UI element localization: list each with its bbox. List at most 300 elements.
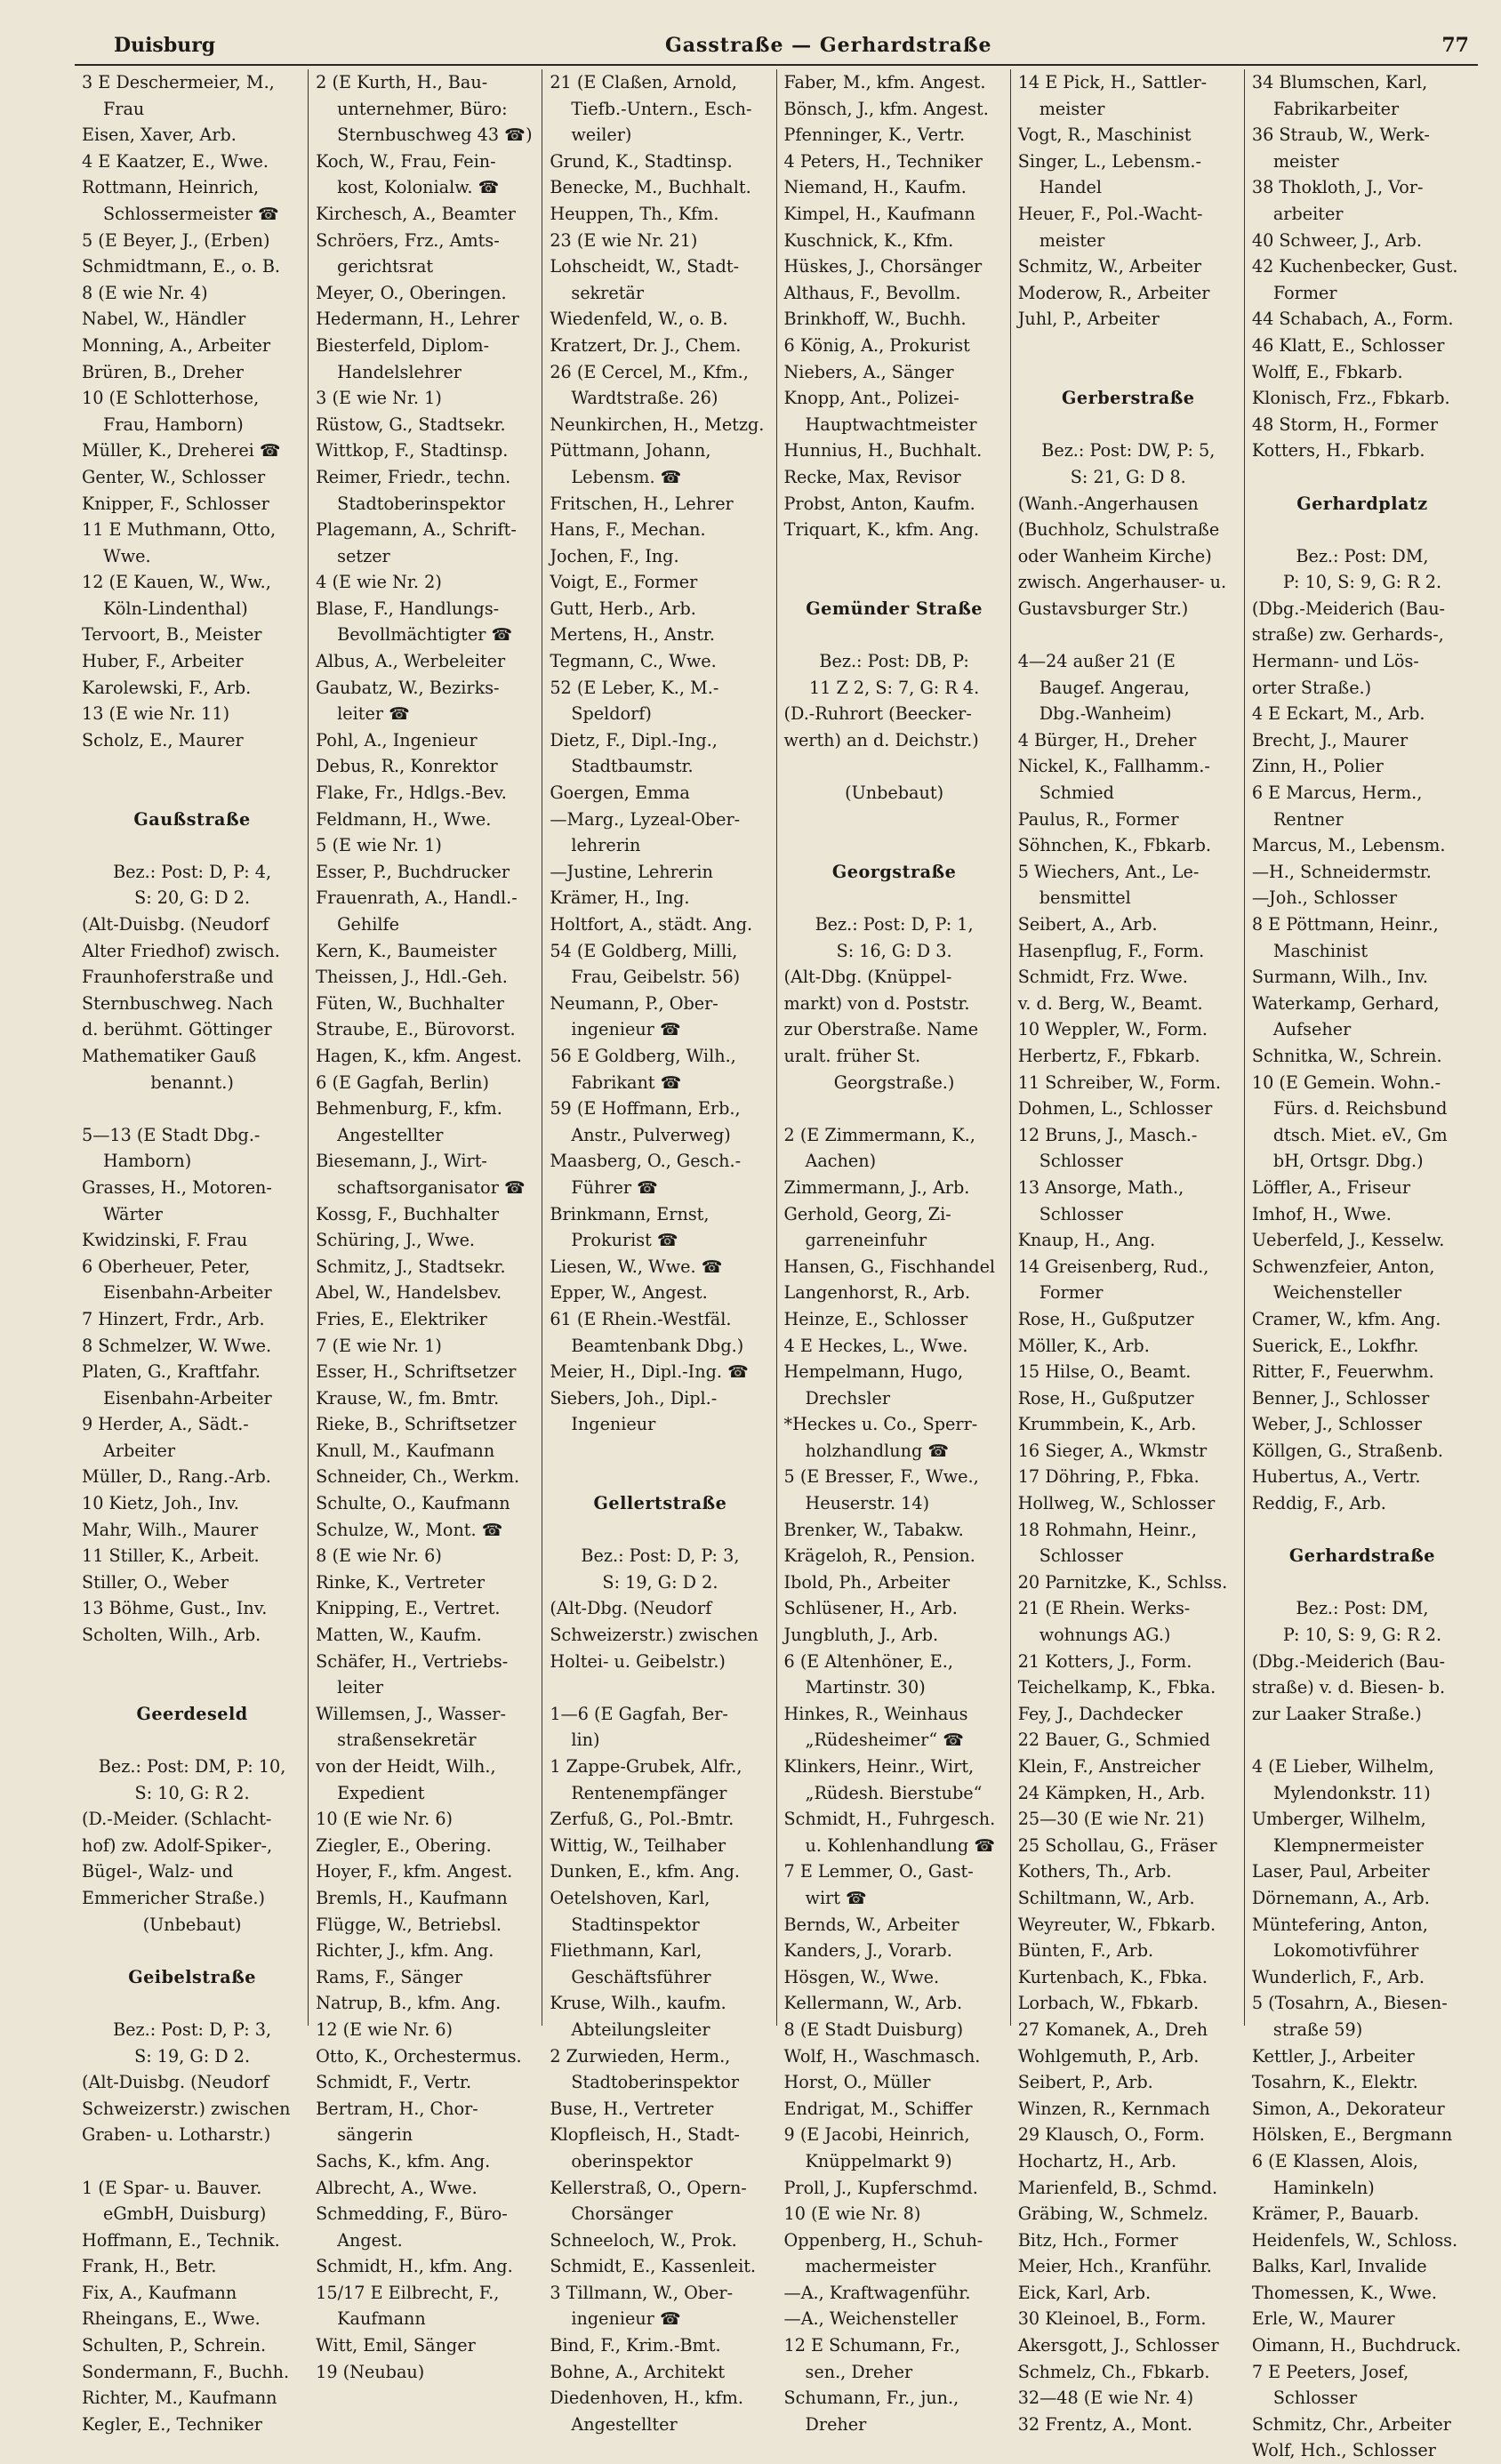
directory-line: Hansen, G., Fischhandel [783, 1256, 996, 1277]
directory-line: Matten, W., Kaufm. [316, 1625, 482, 1646]
directory-line: Hauptwachtmeister [805, 413, 977, 435]
directory-line: 6 (E Altenhöner, E., [783, 1650, 953, 1672]
directory-line: Fliethmann, Karl, [550, 1940, 702, 1962]
directory-line: Former [1272, 282, 1337, 303]
column-1 [75, 69, 309, 2435]
directory-line: Angestellter [337, 1124, 444, 1145]
directory-line: Krause, W., fm. Bmtr. [316, 1387, 500, 1409]
directory-line: meister [1039, 229, 1105, 251]
directory-line: (Alt-Dbg. (Neudorf [550, 1598, 712, 1619]
spacer [784, 807, 1005, 833]
directory-line: 4 Bürger, H., Dreher [1017, 729, 1197, 750]
directory-line: Singer, L., Lebensm.- [1017, 150, 1201, 172]
directory-line: Kuschnick, K., Kfm. [783, 229, 954, 251]
directory-line: 2 (E Kurth, H., Bau- [316, 72, 488, 92]
directory-line: Knull, M., Kaufmann [316, 1440, 495, 1461]
directory-line: Wunderlich, F., Arb. [1251, 1966, 1425, 1987]
spacer [82, 1649, 302, 1675]
directory-line: Bez.: Post: D, P: 1, [815, 914, 974, 935]
spacer [784, 832, 1005, 859]
directory-line: Krummbein, K., Arb. [1017, 1414, 1197, 1435]
directory-line: Bez.: Post: DM, [1296, 1598, 1429, 1619]
directory-line: 46 Klatt, E., Schlosser [1251, 334, 1445, 356]
directory-line: Frank, H., Betr. [82, 2256, 217, 2277]
directory-line: S: 21, G: D 8. [1070, 466, 1186, 487]
directory-line: 5 (E Beyer, J., (Erben) [82, 229, 270, 251]
directory-line: Heinze, E., Schlosser [783, 1308, 968, 1329]
directory-line: Hasenpflug, F., Form. [1017, 940, 1205, 961]
directory-line: Gaubatz, W., Bezirks- [316, 677, 500, 698]
directory-line: Lohscheidt, W., Stadt- [550, 256, 740, 277]
spacer [784, 885, 1005, 911]
directory-line: Kurtenbach, K., Fbka. [1017, 1966, 1208, 1987]
directory-line: Krämer, H., Ing. [550, 887, 690, 909]
spacer [82, 832, 302, 859]
directory-line: Lokomotivführer [1272, 1940, 1419, 1962]
directory-line: Kothers, Th., Arb. [1017, 1861, 1172, 1882]
directory-line: Holtei- u. Geibelstr.) [550, 1650, 726, 1672]
directory-line: 1—6 (E Gagfah, Ber- [550, 1703, 728, 1724]
directory-line: 7 E Peeters, Josef, [1251, 2361, 1409, 2382]
directory-line: 4 Peters, H., Techniker [783, 150, 983, 172]
directory-line: 5 (E wie Nr. 1) [316, 835, 442, 856]
directory-line: Straube, E., Bürovorst. [316, 1019, 516, 1040]
directory-line: Dohmen, L., Schlosser [1017, 1098, 1213, 1120]
directory-line: Huber, F., Arbeiter [82, 651, 244, 672]
directory-line: v. d. Berg, W., Beamt. [1017, 992, 1203, 1014]
directory-line: —Joh., Schlosser [1251, 887, 1398, 909]
directory-line: Schlossermeister ☎ [103, 203, 279, 224]
directory-line: Bevollmächtigter ☎ [337, 624, 513, 646]
directory-line: Behmenburg, F., kfm. [316, 1098, 502, 1120]
directory-line: Kossg, F., Buchhalter [316, 1203, 500, 1224]
directory-line: Geschäftsführer [571, 1966, 711, 1987]
directory-line: 7 E Lemmer, O., Gast- [783, 1861, 974, 1882]
directory-line: 11 Schreiber, W., Form. [1017, 1071, 1221, 1093]
spacer [82, 1727, 302, 1754]
directory-line: Hoffmann, E., Technik. [82, 2229, 280, 2251]
directory-line: 13 Böhme, Gust., Inv. [82, 1598, 268, 1619]
directory-line: Tervoort, B., Meister [82, 624, 262, 646]
directory-line: Erle, W., Maurer [1251, 2308, 1395, 2330]
directory-line: Fraunhoferstraße und [82, 967, 274, 988]
directory-line: Holtfort, A., städt. Ang. [550, 914, 753, 935]
directory-line: Ingenieur [571, 1414, 656, 1435]
directory-line: Sternbuschweg. Nach [82, 992, 273, 1014]
directory-line: hof) zw. Adolf-Spiker-, [82, 1834, 273, 1856]
directory-line: —H., Schneidermstr. [1251, 861, 1432, 882]
directory-line: Georgstraße.) [833, 1071, 955, 1093]
directory-line: Althaus, F., Bevollm. [783, 282, 961, 303]
column-2 [309, 69, 542, 2382]
directory-line: Frau, Hamborn) [103, 413, 244, 435]
directory-line: Köllgen, G., Straßenb. [1251, 1440, 1444, 1461]
directory-line: Schüring, J., Wwe. [316, 1230, 476, 1251]
directory-line: Prokurist ☎ [571, 1230, 678, 1251]
directory-line: Schiltmann, W., Arb. [1017, 1887, 1195, 1908]
directory-line: Waterkamp, Gerhard, [1251, 992, 1440, 1014]
directory-line: Rinke, K., Vertreter [316, 1571, 486, 1593]
directory-line: Schlosser [1039, 1203, 1123, 1224]
directory-line: 56 E Goldberg, Wilh., [550, 1045, 736, 1066]
directory-line: 11 Z 2, S: 7, G: R 4. [808, 677, 980, 698]
directory-line: Hamborn) [103, 1151, 192, 1172]
directory-line: Grund, K., Stadtinsp. [550, 150, 733, 172]
directory-line: setzer [337, 545, 390, 566]
directory-line: Fabrikarbeiter [1272, 98, 1400, 119]
directory-line: Blase, F., Handlungs- [316, 598, 500, 619]
directory-line: Löffler, A., Friseur [1251, 1176, 1411, 1198]
directory-line: Bünten, F., Arb. [1017, 1940, 1154, 1962]
directory-line: Schwenzfeier, Anton, [1251, 1256, 1435, 1277]
spacer [1018, 622, 1239, 648]
directory-line: 21 Kotters, J., Form. [1017, 1650, 1192, 1672]
directory-line: Recke, Max, Revisor [783, 466, 961, 487]
directory-line: bH, Ortsgr. Dbg.) [1272, 1151, 1424, 1172]
directory-line: Oppenberg, H., Schuh- [783, 2229, 983, 2251]
directory-line: Zerfuß, G., Pol.-Bmtr. [550, 1809, 734, 1830]
directory-line: Schmidt, F., Vertr. [316, 2072, 472, 2093]
directory-line: Wolf, H., Waschmasch. [783, 2045, 981, 2067]
directory-columns [75, 69, 1478, 2461]
directory-line: Handel [1039, 177, 1102, 198]
directory-line: 26 (E Cercel, M., Kfm., [550, 361, 749, 382]
directory-line: 10 (E Schlotterhose, [82, 388, 260, 409]
directory-line: Pohl, A., Ingenieur [316, 729, 478, 750]
directory-line: Rottmann, Heinrich, [82, 177, 260, 198]
spacer [550, 1517, 770, 1544]
directory-line: gerichtsrat [337, 256, 434, 277]
directory-line: Heuer, F., Pol.-Wacht- [1017, 203, 1203, 224]
directory-line: (Unbebaut) [142, 1914, 242, 1935]
directory-line: Führer ☎ [571, 1176, 659, 1198]
header-street-range: Gasstraße — Gerhardstraße [664, 34, 992, 57]
street-heading: Gellertstraße [593, 1493, 727, 1514]
directory-line: d. berühmt. Göttinger [82, 1019, 272, 1040]
directory-line: Püttmann, Johann, [550, 440, 711, 461]
directory-line: Fabrikant ☎ [571, 1071, 682, 1093]
directory-line: 3 Tillmann, W., Ober- [550, 2282, 734, 2303]
spacer [1252, 1517, 1473, 1544]
directory-line: ingenieur ☎ [571, 1019, 681, 1040]
directory-line: dtsch. Miet. eV., Gm [1272, 1124, 1448, 1145]
directory-line: Hinkes, R., Weinhaus [783, 1703, 968, 1724]
directory-line: leiter ☎ [337, 703, 411, 725]
directory-line: Eisenbahn-Arbeiter [103, 1282, 272, 1304]
directory-line: Möller, K., Arb. [1017, 1335, 1150, 1356]
directory-line: Klonisch, Frz., Fbkarb. [1251, 388, 1450, 409]
directory-line: 4 E Kaatzer, E., Wwe. [82, 150, 269, 172]
directory-line: 5 (Tosahrn, A., Biesen- [1251, 1993, 1448, 2014]
street-heading: Gaußstraße [133, 808, 251, 830]
directory-line: Gutt, Herb., Arb. [550, 598, 696, 619]
directory-line: Umberger, Wilhelm, [1251, 1809, 1426, 1830]
directory-line: schaftsorganisator ☎ [337, 1176, 526, 1198]
directory-line: Wärter [103, 1203, 163, 1224]
directory-line: Mathematiker Gauß [82, 1045, 257, 1066]
directory-line: Zinn, H., Polier [1251, 756, 1384, 777]
directory-line: Schulten, P., Schrein. [82, 2335, 267, 2356]
directory-line: Martinstr. 30) [805, 1677, 926, 1698]
directory-line: Grasses, H., Motoren- [82, 1176, 272, 1198]
directory-line: 10 Weppler, W., Form. [1017, 1019, 1208, 1040]
directory-line: Eisen, Xaver, Arb. [82, 124, 237, 146]
spacer [82, 1096, 302, 1122]
directory-line: Hösgen, W., Wwe. [783, 1966, 940, 1987]
directory-line: Frau [103, 98, 145, 119]
column-5 [1011, 69, 1245, 2435]
directory-line: Ibold, Ph., Arbeiter [783, 1571, 951, 1593]
directory-line: Schlosser [1272, 2388, 1358, 2409]
directory-line: 21 (E Rhein. Werks- [1017, 1598, 1191, 1619]
directory-line: (D.-Ruhrort (Beecker- [783, 703, 972, 725]
directory-line: 13 (E wie Nr. 11) [82, 703, 230, 725]
directory-line: Bernds, W., Arbeiter [783, 1914, 959, 1935]
directory-line: Kern, K., Baumeister [316, 940, 497, 961]
directory-line: u. Kohlenhandlung ☎ [805, 1834, 996, 1856]
directory-line: wirt ☎ [805, 1887, 867, 1908]
spacer [1018, 412, 1239, 438]
directory-line: leiter [337, 1677, 384, 1698]
directory-line: Plagemann, A., Schrift- [316, 519, 517, 541]
directory-line: Müller, D., Rang.-Arb. [82, 1466, 271, 1488]
directory-line: Fries, E., Elektriker [316, 1308, 487, 1329]
directory-line: 13 Ansorge, Math., [1017, 1176, 1184, 1198]
directory-line: Bez.: Post: DB, P: [819, 651, 969, 672]
directory-line: Flügge, W., Betriebsl. [316, 1914, 502, 1935]
directory-line: 54 (E Goldberg, Milli, [550, 940, 738, 961]
directory-line: Kirchesch, A., Beamter [316, 203, 516, 224]
spacer [82, 1990, 302, 2017]
directory-line: Bind, F., Krim.-Bmt. [550, 2335, 721, 2356]
directory-line: Liesen, W., Wwe. ☎ [550, 1256, 723, 1277]
directory-line: kost, Kolonialw. ☎ [337, 177, 500, 198]
directory-line: Schneider, Ch., Werkm. [316, 1466, 520, 1488]
directory-line: 48 Storm, H., Former [1251, 413, 1439, 435]
directory-line: Dreher [805, 2413, 867, 2435]
directory-line: Wohlgemuth, P., Arb. [1017, 2045, 1200, 2067]
directory-line: Hermann- und Lös- [1251, 651, 1419, 672]
directory-line: sen., Dreher [805, 2361, 913, 2382]
directory-line: Langenhorst, R., Arb. [783, 1282, 971, 1304]
directory-line: Schumann, Fr., jun., [783, 2388, 959, 2409]
directory-line: 8 (E wie Nr. 4) [82, 282, 208, 303]
directory-line: Bez.: Post: DM, P: 10, [98, 1756, 286, 1777]
directory-line: Buse, H., Vertreter [550, 2098, 714, 2119]
directory-line: Graben- u. Lotharstr.) [82, 2124, 271, 2146]
directory-line: 42 Kuchenbecker, Gust. [1251, 256, 1458, 277]
directory-line: 29 Klausch, O., Form. [1017, 2124, 1205, 2146]
spacer [1018, 333, 1239, 359]
directory-line: 32—48 (E wie Nr. 4) [1017, 2388, 1194, 2409]
directory-line: Schlosser [1039, 1545, 1123, 1567]
directory-line: 20 Parnitzke, K., Schlss. [1017, 1571, 1228, 1593]
directory-line: 11 E Muthmann, Otto, [82, 519, 277, 541]
spacer [82, 753, 302, 780]
directory-line: Probst, Anton, Kaufm. [783, 493, 975, 514]
directory-line: Tiefb.-Untern., Esch- [571, 98, 752, 119]
directory-line: Schmidt, H., kfm. Ang. [316, 2256, 513, 2277]
directory-line: 8 (E Stadt Duisburg) [783, 2019, 964, 2040]
directory-line: Tegmann, C., Wwe. [550, 651, 717, 672]
directory-line: 10 (E Gemein. Wohn.- [1251, 1071, 1441, 1093]
directory-line: Biesterfeld, Diplom- [316, 334, 490, 356]
directory-line: Debus, R., Konrektor [316, 756, 498, 777]
directory-line: Siebers, Joh., Dipl.- [550, 1387, 718, 1409]
directory-line: 4 E Eckart, M., Arb. [1251, 703, 1425, 725]
directory-line: Aachen) [805, 1151, 877, 1172]
directory-line: zur Oberstraße. Name [783, 1019, 979, 1040]
directory-line: Bohne, A., Architekt [550, 2361, 726, 2382]
directory-line: Rieke, B., Schriftsetzer [316, 1414, 517, 1435]
directory-line: Laser, Paul, Arbeiter [1251, 1861, 1430, 1882]
directory-line: Rams, F., Sänger [316, 1966, 463, 1987]
directory-line: 2 (E Zimmermann, K., [783, 1124, 975, 1145]
directory-line: Schmidt, E., Kassenleit. [550, 2256, 757, 2277]
directory-line: Jochen, F., Ing. [550, 545, 679, 566]
directory-line: oberinspektor [571, 2150, 693, 2171]
directory-line: Flake, Fr., Hdlgs.-Bev. [316, 783, 507, 804]
directory-line: Suerick, E., Lokfhr. [1251, 1335, 1419, 1356]
directory-line: 4—24 außer 21 (E [1017, 651, 1176, 672]
directory-line: Knopp, Ant., Polizei- [783, 388, 959, 409]
directory-line: Alter Friedhof) zwisch. [82, 940, 280, 961]
directory-line: garreneinfuhr [805, 1230, 927, 1251]
directory-line: Frauenrath, A., Handl.- [316, 887, 518, 909]
directory-line: 8 E Pöttmann, Heinr., [1251, 914, 1439, 935]
directory-line: 6 (E Klassen, Alois, [1251, 2150, 1418, 2171]
directory-line: Schmidt, Frz. Wwe. [1017, 967, 1188, 988]
directory-line: 17 Döhring, P., Fbka. [1017, 1466, 1200, 1488]
directory-line: Seibert, P., Arb. [1017, 2072, 1153, 2093]
spacer [82, 780, 302, 807]
directory-line: zur Laaker Straße.) [1251, 1703, 1422, 1724]
directory-line: Gräbing, W., Schmelz. [1017, 2203, 1208, 2225]
directory-line: (Unbebaut) [845, 783, 944, 804]
directory-line: S: 19, G: D 2. [602, 1571, 718, 1593]
directory-line: Diedenhoven, H., kfm. [550, 2388, 743, 2409]
directory-line: Fey, J., Dachdecker [1017, 1703, 1183, 1724]
directory-line: Brinkhoff, W., Buchh. [783, 309, 967, 330]
directory-line: Kruse, Wilh., kaufm. [550, 1993, 726, 2014]
directory-line: 12 (E wie Nr. 6) [316, 2019, 454, 2040]
directory-line: 1 Zappe-Grubek, Alfr., [550, 1756, 742, 1777]
directory-line: Emmericher Straße.) [82, 1887, 266, 1908]
directory-line: Sternbuschweg 43 ☎) [337, 124, 533, 146]
directory-line: zwisch. Angerhauser- u. [1017, 572, 1227, 593]
directory-line: Fürs. d. Reichsbund [1272, 1098, 1448, 1120]
directory-line: Kotters, H., Fbkarb. [1251, 440, 1425, 461]
directory-line: *Heckes u. Co., Sperr- [783, 1414, 978, 1435]
directory-line: Richter, J., kfm. Ang. [316, 1940, 494, 1962]
directory-line: 15/17 E Eilbrecht, F., [316, 2282, 500, 2303]
directory-line: Haminkeln) [1272, 2177, 1375, 2198]
directory-line: Frau, Geibelstr. 56) [571, 967, 741, 988]
directory-line: Oetelshoven, Karl, [550, 1887, 710, 1908]
directory-line: Meyer, O., Oberingen. [316, 282, 507, 303]
directory-line: Hochartz, H., Arb. [1017, 2150, 1177, 2171]
directory-line: Stiller, O., Weber [82, 1571, 229, 1593]
directory-line: 3 E Deschermeier, M., [82, 72, 275, 92]
directory-line: 8 Schmelzer, W. Wwe. [82, 1335, 272, 1356]
directory-line: Schweizerstr.) zwischen [82, 2098, 291, 2119]
directory-line: Schlosser [1039, 1151, 1123, 1172]
street-heading: Georgstraße [831, 861, 957, 882]
directory-line: 12 E Schumann, Fr., [783, 2335, 960, 2356]
directory-line: Oimann, H., Buchdruck. [1251, 2335, 1462, 2356]
column-4 [777, 69, 1011, 2435]
directory-line: bensmittel [1039, 887, 1131, 909]
directory-line: Bez.: Post: DM, [1296, 545, 1429, 566]
directory-line: 8 (E wie Nr. 6) [316, 1545, 442, 1567]
street-heading: Gerberstraße [1062, 388, 1195, 409]
directory-line: Bertram, H., Chor- [316, 2098, 478, 2119]
directory-line: Müntefering, Anton, [1251, 1914, 1428, 1935]
directory-line: Nabel, W., Händler [82, 309, 246, 330]
directory-line: 16 Sieger, A., Wkmstr [1017, 1440, 1208, 1461]
directory-line: (Alt-Duisbg. (Neudorf [82, 2072, 269, 2093]
directory-line: Schröers, Frz., Amts- [316, 229, 500, 251]
directory-line: S: 16, G: D 3. [836, 940, 952, 961]
directory-line: Brecht, J., Maurer [1251, 729, 1409, 750]
directory-line: Hoyer, F., kfm. Angest. [316, 1861, 513, 1882]
directory-line: 6 Oberheuer, Peter, [82, 1256, 251, 1277]
directory-line: Bez.: Post: D, P: 4, [113, 861, 272, 882]
directory-line: Drechsler [805, 1387, 891, 1409]
directory-line: S: 20, G: D 2. [134, 887, 251, 909]
directory-line: Wolff, E., Fbkarb. [1251, 361, 1403, 382]
directory-line: Schulze, W., Mont. ☎ [316, 1519, 503, 1540]
directory-line: benannt.) [150, 1071, 234, 1093]
spacer [1252, 1569, 1473, 1596]
directory-line: Baugef. Angerau, [1039, 677, 1190, 698]
directory-line: 38 Thokloth, J., Vor- [1251, 177, 1424, 198]
directory-line: Reimer, Friedr., techn. [316, 466, 511, 487]
directory-line: Angest. [337, 2229, 403, 2251]
directory-line: Natrup, B., kfm. Ang. [316, 1993, 502, 2014]
directory-line: 11 Stiller, K., Arbeit. [82, 1545, 260, 1567]
directory-line: lin) [571, 1730, 600, 1751]
directory-line: Kanders, J., Vorarb. [783, 1940, 952, 1962]
directory-line: Schmied [1039, 783, 1114, 804]
directory-line: 18 Rohmahn, Heinr., [1017, 1519, 1197, 1540]
directory-line: (Buchholz, Schulstraße [1017, 519, 1220, 541]
directory-line: „Rüdesh. Bierstube“ [805, 1782, 983, 1803]
directory-line: Jungbluth, J., Arb. [783, 1625, 939, 1646]
directory-line: Schmitz, Chr., Arbeiter [1251, 2413, 1451, 2435]
directory-line: Maasberg, O., Gesch.- [550, 1151, 742, 1172]
street-heading: Gerhardplatz [1296, 493, 1428, 514]
directory-line: Knüppelmarkt 9) [805, 2150, 952, 2171]
directory-line: —A., Kraftwagenführ. [783, 2282, 971, 2303]
directory-line: Kellermann, W., Arb. [783, 1993, 963, 2014]
directory-line: 12 Bruns, J., Masch.- [1017, 1124, 1198, 1145]
directory-line: Maschinist [1272, 940, 1369, 961]
directory-line: Anstr., Pulverweg) [571, 1124, 731, 1145]
directory-line: Abel, W., Handelsbev. [316, 1282, 502, 1304]
directory-line: 40 Schweer, J., Arb. [1251, 229, 1422, 251]
directory-line: Endrigat, M., Schiffer [783, 2098, 973, 2119]
directory-line: Krämer, P., Bauarb. [1251, 2203, 1419, 2225]
directory-line: werth) an d. Deichstr.) [783, 729, 979, 750]
spacer [82, 1674, 302, 1701]
directory-line: unternehmer, Büro: [337, 98, 508, 119]
directory-line: Genter, W., Schlosser [82, 466, 266, 487]
directory-line: —Justine, Lehrerin [550, 861, 713, 882]
directory-line: Fix, A., Kaufmann [82, 2282, 237, 2303]
directory-line: Wolf, Hch., Schlosser [1251, 2440, 1436, 2461]
spacer [82, 1938, 302, 1964]
